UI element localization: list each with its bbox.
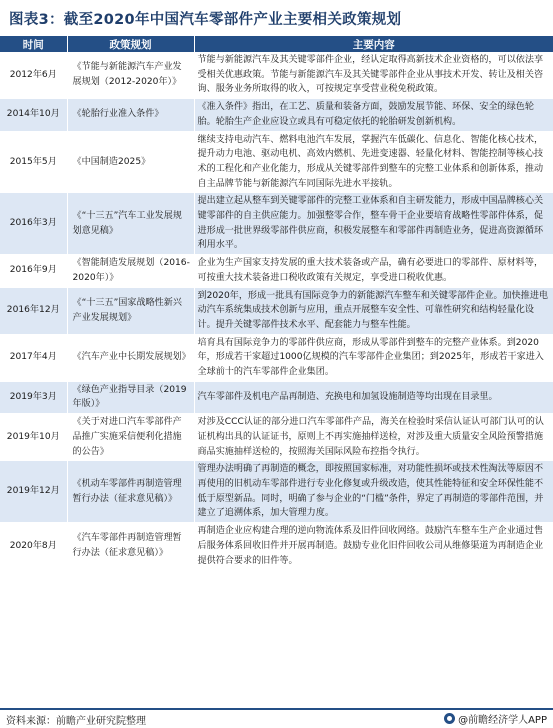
table-row	[0, 414, 553, 461]
policy-table	[0, 36, 553, 570]
row-policy: 《绿色产业指导目录（2019年版）》	[67, 381, 194, 413]
row-date: 2017年4月	[0, 334, 67, 381]
brand-mark	[444, 711, 547, 726]
table-row	[0, 99, 553, 131]
row-content: 再制造企业应构建合理的逆向物流体系及旧件回收网络。鼓励汽车整车生产企业通过售后服务体系回收旧件并开展再制造。鼓励专业化旧件回收公司从维修渠道为再制造企业提供符合要求的旧件等。	[194, 523, 553, 570]
row-date: 2016年9月	[0, 255, 67, 287]
row-content: 继续支持电动汽车、燃料电池汽车发展，掌握汽车低碳化、信息化、智能化核心技术，提升动力电池、驱动电机、高效内燃机、先进变速器、轻量化材料、智能控制等核心技术的工程化和产业化能力，形成从关键零部件到整车的完整工业体系和创新体系，推动自主品牌节能与新能源汽车同国际先进水平接轨。	[194, 131, 553, 193]
row-content: 《准入条件》指出，在工艺、质量和装备方面，鼓励发展节能、环保、安全的绿色轮胎。轮胎生产企业应设立或具有可稳定依托的轮胎研发创新机构。	[194, 99, 553, 131]
row-content: 培育具有国际竞争力的零部件供应商，形成从零部件到整车的完整产业体系。到2020年，形成若干家超过1000亿规模的汽车零部件企业集团；到2025年，形成若干家进入全球前十的汽车零部件企业集团。	[194, 334, 553, 381]
header-policy: 政策规划	[67, 36, 194, 52]
row-content: 企业为生产国家支持发展的重大技术装备或产品，确有必要进口的零部件、原材料等，可按重大技术装备进口税收政策有关规定，享受进口税收优惠。	[194, 255, 553, 287]
table-row	[0, 381, 553, 413]
row-policy: 《汽车产业中长期发展规划》	[67, 334, 194, 381]
row-policy: 《节能与新能源汽车产业发展规划（2012-2020年）》	[67, 52, 194, 99]
row-date: 2016年12月	[0, 287, 67, 334]
row-policy: 《轮胎行业准入条件》	[67, 99, 194, 131]
row-policy: 《汽车零部件再制造管理暂行办法（征求意见稿）》	[67, 523, 194, 570]
page-title: 图表3：截至2020年中国汽车零部件产业主要相关政策规划	[9, 12, 402, 28]
table-row	[0, 461, 553, 523]
row-content: 到2020年，形成一批具有国际竞争力的新能源汽车整车和关键零部件企业。加快推进电动汽车系统集成技术创新与应用，重点开展整车安全性、可靠性研究和结构轻量化设计。提升关键零部件技术水平、配套能力与整车性能。	[194, 287, 553, 334]
row-date: 2016年3月	[0, 193, 67, 255]
row-policy: 《智能制造发展规划（2016-2020年）》	[67, 255, 194, 287]
row-date: 2014年10月	[0, 99, 67, 131]
footer-divider	[0, 708, 553, 710]
table-row	[0, 255, 553, 287]
table-header-row	[0, 36, 553, 52]
row-policy: 《中国制造2025》	[67, 131, 194, 193]
row-policy: 《关于对进口汽车零部件产品推广实施采信便利化措施的公告》	[67, 414, 194, 461]
brand-logo-icon	[444, 713, 455, 724]
row-content: 对涉及CCC认证的部分进口汽车零部件产品，海关在检验时采信认证认可部门认可的认证机构出具的认证证书，原则上不再实施抽样送检，对涉及重大质量安全风险预警措施商品实施抽样送检的，按照海关国际风险布控指令执行。	[194, 414, 553, 461]
row-date: 2019年10月	[0, 414, 67, 461]
row-date: 2015年5月	[0, 131, 67, 193]
source-note: 资料来源：前瞻产业研究院整理	[6, 716, 146, 727]
row-policy: 《“十三五”汽车工业发展规划意见稿》	[67, 193, 194, 255]
row-content: 管理办法明确了再制造的概念，即按照国家标准，对功能性损坏或技术性淘汰等原因不再使用的旧机动车零部件进行专业化修复或升级改造，使其性能特征和安全环保性能不低于原型新品。同时，明确了参与企业的“门槛”条件，界定了再制造的零部件范围，并建立了追溯体系，加大管理力度。	[194, 461, 553, 523]
row-date: 2020年8月	[0, 523, 67, 570]
footer	[0, 708, 553, 728]
row-policy: 《“十三五”国家战略性新兴产业发展规划》	[67, 287, 194, 334]
table-row	[0, 334, 553, 381]
table-row	[0, 193, 553, 255]
row-content: 提出建立起从整车到关键零部件的完整工业体系和自主研发能力，形成中国品牌核心关键零部件的自主供应能力。加强整零合作，整车骨干企业要培育战略性零部件体系，促进形成一批世界级零部件供应商，积极发展整车和零部件再制造业务，促进高资源循环利用水平。	[194, 193, 553, 255]
header-date: 时间	[0, 36, 67, 52]
table-row	[0, 52, 553, 99]
row-content: 节能与新能源汽车及其关键零部件企业，经认定取得高新技术企业资格的，可以依法享受相关优惠政策。节能与新能源汽车及其关键零部件企业从事技术开发、转让及相关咨询、服务业务所取得的收入，可按规定享受营业税免税政策。	[194, 52, 553, 99]
brand-label: @前瞻经济学人APP	[458, 715, 547, 726]
row-date: 2019年3月	[0, 381, 67, 413]
row-date: 2012年6月	[0, 52, 67, 99]
row-policy: 《机动车零部件再制造管理暂行办法（征求意见稿）》	[67, 461, 194, 523]
header-content: 主要内容	[194, 36, 553, 52]
table-row	[0, 287, 553, 334]
table-row	[0, 131, 553, 193]
row-date: 2019年12月	[0, 461, 67, 523]
row-content: 汽车零部件及机电产品再制造、充换电和加氢设施制造等均出现在目录里。	[194, 381, 553, 413]
table-row	[0, 523, 553, 570]
